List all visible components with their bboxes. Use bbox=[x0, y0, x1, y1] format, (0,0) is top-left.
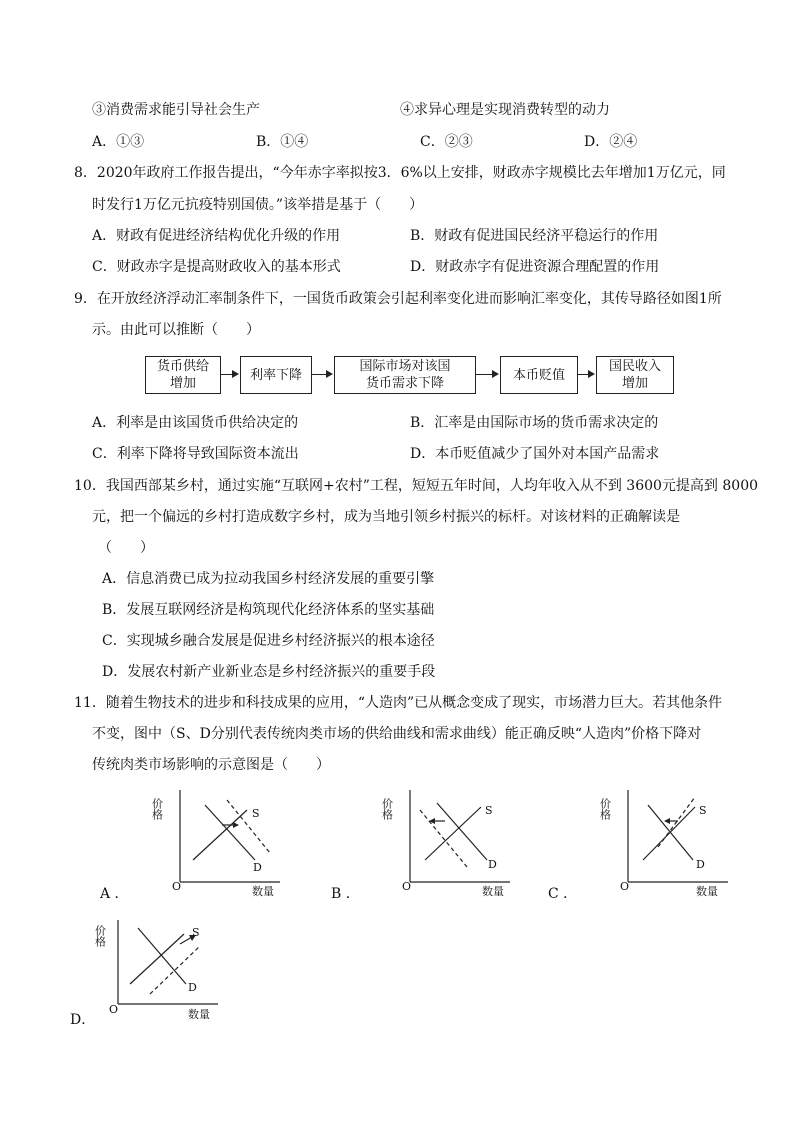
q9-option-b: B．汇率是由国际市场的货币需求决定的 bbox=[410, 415, 659, 431]
q10-option-c: C．实现城乡融合发展是促进乡村经济振兴的根本途径 bbox=[102, 633, 435, 649]
shift-arrowhead bbox=[664, 818, 670, 824]
x-axis-label: 数量 bbox=[252, 885, 274, 898]
demand-line bbox=[138, 928, 186, 984]
demand-label: D bbox=[696, 858, 705, 871]
q11-graph-c bbox=[598, 785, 728, 898]
q11-stem-line1: 11．随着生物技术的进步和科技成果的应用，“人造肉”已从概念变成了现实，市场潜力巨大。若其他条件 bbox=[74, 695, 723, 711]
demand-line bbox=[437, 803, 487, 860]
origin-label: O bbox=[620, 880, 630, 893]
q11-graph-a bbox=[150, 785, 280, 898]
shift-arrowhead bbox=[429, 818, 435, 824]
q7-option-c: C．②③ bbox=[420, 134, 473, 150]
q9-option-d: D．本币贬值减少了国外对本国产品需求 bbox=[410, 446, 660, 462]
q10-option-b: B．发展互联网经济是构筑现代化经济体系的坚实基础 bbox=[102, 602, 435, 618]
demand-line bbox=[648, 805, 693, 860]
q10-stem-line3: （ ） bbox=[98, 540, 154, 556]
q8-stem-line2: 时发行1万亿元抗疫特别国债。”该举措是基于（ ） bbox=[92, 197, 424, 213]
q11-graph-d bbox=[93, 912, 223, 1022]
q9-stem-line1: 9．在开放经济浮动汇率制条件下，一国货币政策会引起利率变化进而影响汇率变化，其传导路径如图1所 bbox=[74, 291, 722, 307]
flow-arrow-1 bbox=[220, 374, 237, 375]
flow-box-1: 货币供给 增加 bbox=[145, 356, 221, 394]
q10-option-d: D．发展农村新产业新业态是乡村经济振兴的重要手段 bbox=[102, 664, 436, 680]
q11-option-b-label: B ． bbox=[331, 886, 360, 902]
q7-option-a: A．①③ bbox=[92, 134, 145, 150]
q11-graph-b bbox=[380, 785, 510, 898]
x-axis-label: 数量 bbox=[696, 885, 718, 898]
q7-item-3: ③消费需求能引导社会生产 bbox=[92, 102, 260, 118]
y-axis-label: 价格 bbox=[150, 798, 164, 820]
q8-stem-line1: 8．2020年政府工作报告提出，“今年赤字率拟按3．6%以上安排，财政赤字规模比去年增加1万亿元，同 bbox=[74, 165, 726, 181]
y-axis-label: 价格 bbox=[93, 925, 107, 947]
flow-arrow-4 bbox=[577, 374, 593, 375]
origin-label: O bbox=[172, 880, 182, 893]
q11-stem-line2: 不变，图中（S、D分别代表传统肉类市场的供给曲线和需求曲线）能正确反映“人造肉”价格下降对 bbox=[92, 726, 702, 742]
q8-option-b: B．财政有促进国民经济平稳运行的作用 bbox=[410, 228, 659, 244]
q9-stem-line2: 示。由此可以推断（ ） bbox=[92, 322, 260, 338]
q8-option-a: A．财政有促进经济结构优化升级的作用 bbox=[92, 228, 341, 244]
shift-arrowhead bbox=[233, 822, 239, 828]
x-axis-label: 数量 bbox=[188, 1008, 210, 1021]
q11-option-a-label: A ． bbox=[100, 886, 129, 902]
q10-stem-line2: 元，把一个偏远的乡村打造成数字乡村，成为当地引领乡村振兴的标杆。对该材料的正确解读是 bbox=[92, 509, 680, 525]
demand-line bbox=[205, 805, 255, 860]
q9-option-c: C．利率下降将导致国际资本流出 bbox=[92, 446, 299, 462]
q8-option-d: D．财政赤字有促进资源合理配置的作用 bbox=[410, 259, 660, 275]
q7-option-b: B．①④ bbox=[256, 134, 309, 150]
flow-arrow-2 bbox=[311, 374, 331, 375]
origin-label: O bbox=[402, 880, 412, 893]
supply-line bbox=[193, 810, 247, 860]
supply-label: S bbox=[485, 804, 493, 817]
y-axis-label: 价格 bbox=[380, 798, 394, 820]
x-axis-label: 数量 bbox=[482, 885, 504, 898]
flow-box-3: 国际市场对该国 货币需求下降 bbox=[334, 356, 476, 394]
supply-label: S bbox=[192, 926, 200, 939]
q11-stem-line3: 传统肉类市场影响的示意图是（ ） bbox=[92, 757, 330, 773]
supply-label: S bbox=[699, 804, 707, 817]
q11-option-d-label: D． bbox=[70, 1012, 96, 1028]
q7-option-d: D．②④ bbox=[584, 134, 638, 150]
q7-item-4: ④求异心理是实现消费转型的动力 bbox=[400, 102, 610, 118]
y-axis-label: 价格 bbox=[598, 798, 612, 820]
demand-label: D bbox=[488, 858, 497, 871]
q9-option-a: A．利率是由该国货币供给决定的 bbox=[92, 415, 299, 431]
supply-line bbox=[425, 807, 481, 860]
demand-label: D bbox=[188, 981, 197, 994]
q11-option-c-label: C ． bbox=[548, 886, 578, 902]
flow-box-2: 利率下降 bbox=[240, 356, 312, 394]
demand-label: D bbox=[253, 861, 262, 874]
flow-box-5: 国民收入 增加 bbox=[596, 356, 674, 394]
shift-arrow bbox=[180, 937, 192, 944]
q10-option-a: A．信息消费已成为拉动我国乡村经济发展的重要引擎 bbox=[102, 571, 435, 587]
flow-box-4: 本币贬值 bbox=[500, 356, 578, 394]
supply-line bbox=[130, 934, 184, 984]
flow-arrow-3 bbox=[475, 374, 497, 375]
supply-label: S bbox=[252, 807, 260, 820]
origin-label: O bbox=[109, 1003, 119, 1016]
q10-stem-line1: 10．我国西部某乡村，通过实施“互联网+农村”工程，短短五年时间，人均年收入从不到 3600元提高到 8000 bbox=[74, 478, 759, 494]
q8-option-c: C．财政赤字是提高财政收入的基本形式 bbox=[92, 259, 341, 275]
